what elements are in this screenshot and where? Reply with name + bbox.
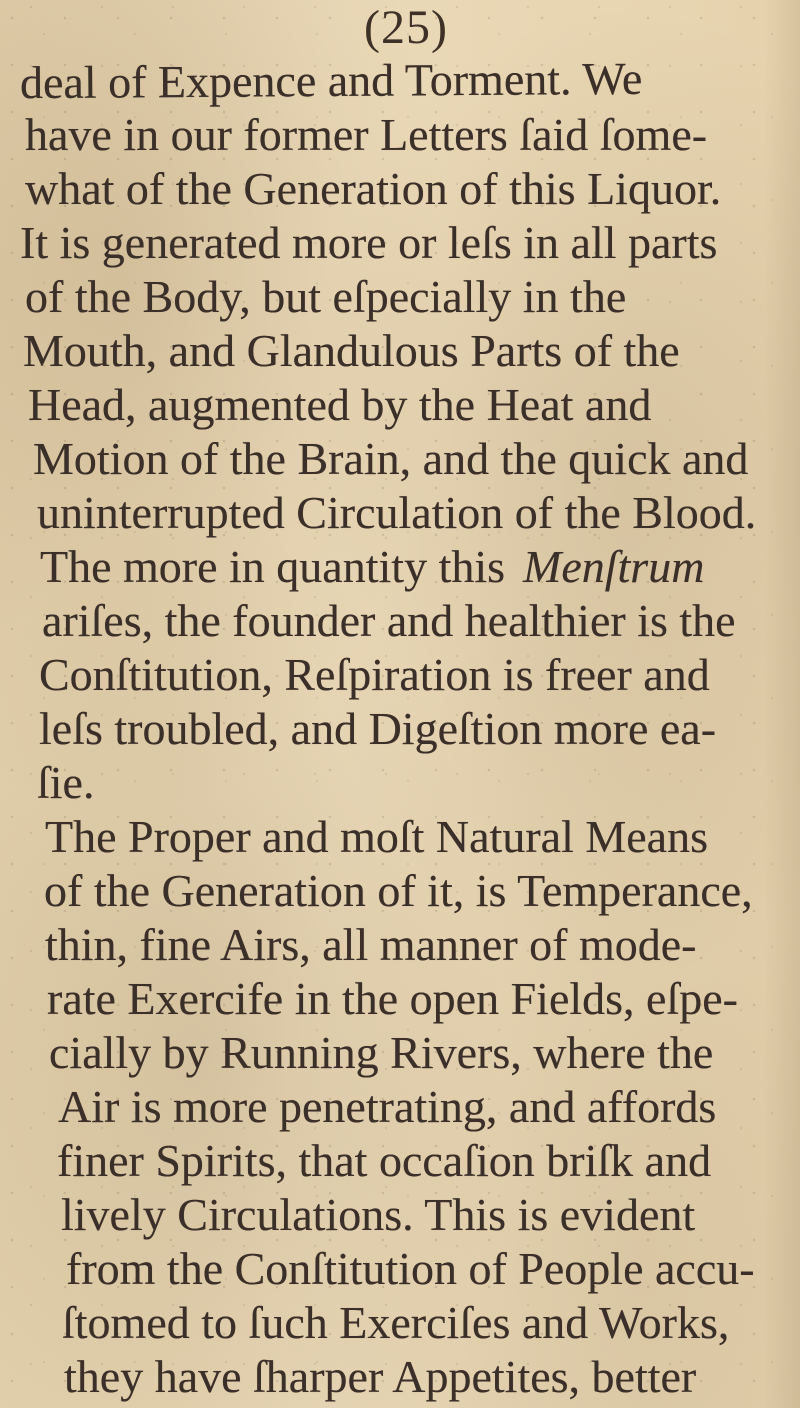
text-line: what of the Generation of this Liquor. — [25, 163, 722, 214]
text-line: leſs troubled, and Digeſtion more ea- — [39, 703, 717, 754]
text-line: Motion of the Brain, and the quick and — [33, 433, 749, 484]
text-line: Mouth, and Glandulous Parts of the — [23, 325, 680, 376]
text-line: cially by Running Rivers, where the — [49, 1027, 714, 1078]
text-line: Head, augmented by the Heat and — [28, 379, 652, 430]
text-line: uninterrupted Circulation of the Blood. — [37, 487, 757, 538]
text-line: deal of Expence and Torment. We — [19, 52, 643, 109]
text-line: ariſes, the founder and healthier is the — [42, 595, 736, 646]
text-line: finer Spirits, that occaſion briſk and — [57, 1135, 712, 1186]
text-line: The more in quantity this — [40, 541, 506, 592]
page-number: (25) — [364, 1, 448, 54]
text-line: It is generated more or leſs in all parts — [20, 217, 718, 268]
text-line: lively Circulations. This is evident — [61, 1189, 696, 1240]
text-line: of the Generation of it, is Temperance, — [44, 865, 753, 916]
text-line: they have ſharper Appetites, better — [64, 1351, 697, 1402]
text-line: ſtomed to ſuch Exerciſes and Works, — [62, 1297, 730, 1348]
text-line: from the Conſtitution of People accu- — [66, 1243, 755, 1294]
text-line: have in our former Letters ſaid ſome- — [25, 109, 708, 160]
italic-word-menstrum: Menſtrum — [523, 541, 705, 592]
text-line: Conſtitution, Reſpiration is freer and — [39, 649, 710, 700]
text-line: rate Exercife in the open Fields, eſpe- — [47, 973, 738, 1024]
text-line: The Proper and moſt Natural Means — [45, 811, 708, 862]
text-line: thin, fine Airs, all manner of mode- — [45, 919, 697, 970]
text-line: of the Body, but eſpecially in the — [25, 271, 627, 322]
text-line: ſie. — [37, 757, 95, 808]
text-line: Air is more penetrating, and affords — [58, 1081, 717, 1132]
